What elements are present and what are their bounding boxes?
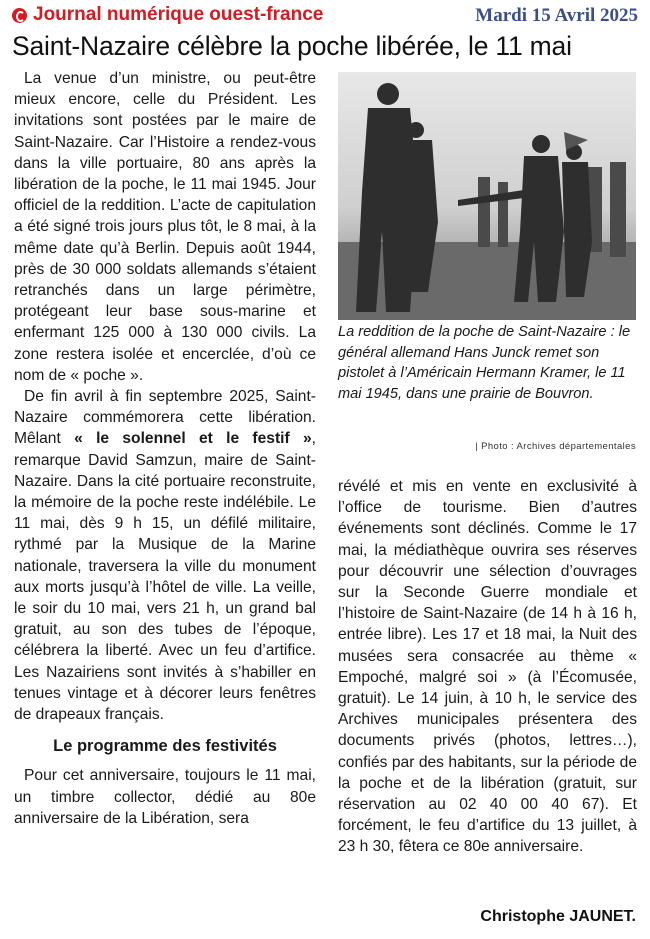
article-column-right <box>338 476 637 858</box>
photo-surrender-scene-icon <box>338 72 636 320</box>
paragraph-2: De fin avril à fin septembre 2025, Saint-Nazaire commémorera cette libération. Mêlant « le solennel et le festif », remarque David Samzun, maire de Saint-Nazaire. Dans la cité portuaire reconstruite, la mémoire de la poche reste indélébile. Le 11 mai, dès 9 h 15, un défilé militaire, rythmé par la Musique de la Marine nationale, traversera la ville du monument aux morts jusqu’à l’hôtel de ville. La veille, le soir du 10 mai, vers 21 h, un grand bal gratuit, au son des tubes de l’époque, célébrera la liberté. Avec un feu d’artifice. Les Nazairiens sont invités à s’habiller en tenues vintage et à décorer leurs fenêtres de drapeaux français. <box>14 388 316 724</box>
masthead <box>12 4 638 28</box>
paragraph-1: La venue d’un ministre, ou peut-être mieux encore, celle du Président. Les invitations sont postées par le maire de Saint-Nazaire. Car l’Histoire a rendez-vous dans la ville portuaire, 80 ans après la libération de la poche, le 11 mai 1945. Jour officiel de la reddition. L’acte de capitulation a été signé trois jours plus tôt, le 8 mai, à la même date qu’à Berlin. Depuis août 1944, près de 30 000 soldats allemands s’étaient retranchés dans un large périmètre, protégeant leur base sous-marine et enfermant 125 000 à 130 000 civils. La zone restera isolée et encerclée, d’où ce nom de « poche ». <box>14 70 316 384</box>
paragraph-3: Pour cet anniversaire, toujours le 11 mai, un timbre collector, dédié au 80e anniversaire de la Libération, sera <box>14 767 316 827</box>
section-subhead: Le programme des festivités <box>53 737 277 756</box>
archive-photo <box>338 72 636 320</box>
ouest-france-logo-icon <box>12 8 27 23</box>
publication-date: Mardi 15 Avril 2025 <box>475 5 638 26</box>
quote-bold: « le solennel et le festif » <box>74 430 312 448</box>
author-signature: Christophe JAUNET. <box>480 908 636 925</box>
journal-title: Journal numérique ouest-france <box>33 4 324 25</box>
headline: Saint-Nazaire célèbre la poche libérée, le 11 mai <box>12 31 572 61</box>
article-column-left <box>14 68 316 829</box>
photo-credit: | Photo : Archives départementales <box>475 441 636 452</box>
photo-caption: La reddition de la poche de Saint-Nazaire : le général allemand Hans Junck remet son pistolet à l’Américain Hermann Kramer, le 11 mai 1945, dans une prairie de Bouvron. <box>338 324 631 402</box>
paragraph-3-continued: révélé et mis en vente en exclusivité à l’office de tourisme. Bien d’autres événements sont déclinés. Comme le 17 mai, la médiathèque ouvrira ses réserves pour découvrir une sélection d’ouvrages sur la Seconde Guerre mondiale et l’histoire de Saint-Nazaire (de 14 h à 16 h, entrée libre). Les 17 et 18 mai, la Nuit des musées sera consacrée au thème « Empoché, malgré soi » (à l’Écomusée, gratuit). Le 14 juin, à 10 h, le service des Archives municipales présentera des documents privés (photos, lettres…), confiés par des habitants, sur la période de la poche et de la libération (gratuit, sur réservation au 02 40 00 40 67). Et forcément, le feu d’artifice du 13 juillet, à 23 h 30, fêtera ce 80e anniversaire. <box>338 478 637 856</box>
